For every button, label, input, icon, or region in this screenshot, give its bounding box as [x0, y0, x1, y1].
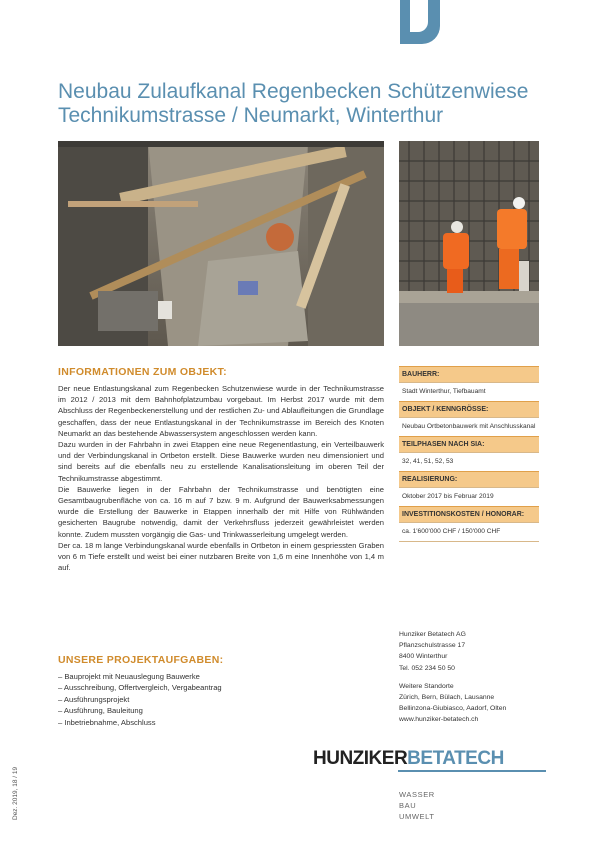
fact-label-object: OBJEKT / KENNGRÖSSE:	[399, 401, 539, 417]
tasks-list	[58, 671, 384, 728]
fact-value-object: Neubau Ortbetonbauwerk mit Anschlusskanal	[399, 417, 539, 436]
tagline-construction: BAU	[399, 801, 417, 810]
list-item: – Bauprojekt mit Neuauslegung Bauwerke	[58, 672, 200, 681]
fact-label-client: BAUHERR:	[399, 366, 539, 382]
tagline-water: WASSER	[399, 790, 435, 799]
facts-table	[399, 366, 539, 542]
construction-pit-photo	[58, 141, 384, 346]
title-line-2: Technikumstrasse / Neumarkt, Winterthur	[58, 104, 444, 127]
page-title	[58, 80, 578, 128]
company-street: Pflanzschulstrasse 17	[399, 642, 466, 650]
list-item: – Ausschreibung, Offertvergleich, Vergabeantrag	[58, 683, 222, 693]
fact-label-phases: TEILPHASEN NACH SIA:	[399, 436, 539, 452]
company-city: 8400 Winterthur	[399, 653, 448, 661]
list-item: – Inbetriebnahme, Abschluss	[58, 717, 156, 727]
company-name: Hunziker Betatech AG	[399, 631, 466, 638]
info-body	[58, 383, 384, 573]
workers-photo	[399, 141, 539, 346]
fact-value-phases: 32, 41, 51, 52, 53	[399, 452, 539, 471]
other-locations-1: Zürich, Bern, Bülach, Lausanne	[399, 694, 495, 702]
website-link[interactable]: www.hunziker-betatech.ch	[399, 716, 479, 724]
brand-part-1: HUNZIKER	[313, 748, 408, 769]
fact-label-realisation: REALISIERUNG:	[399, 471, 539, 487]
logo-mark-cutout	[410, 0, 428, 32]
brand-tagline	[399, 789, 435, 822]
brand-underline	[398, 770, 546, 772]
list-item: – Ausführung, Bauleitung	[58, 706, 143, 716]
fact-value-realisation: Oktober 2017 bis Februar 2019	[399, 487, 539, 506]
info-heading: INFORMATIONEN ZUM OBJEKT:	[58, 366, 227, 378]
brand-logo	[313, 748, 504, 770]
fact-value-costs: ca. 1'600'000 CHF / 150'000 CHF	[399, 522, 539, 542]
list-item: – Ausführungsprojekt	[58, 694, 130, 704]
contact-block	[399, 629, 549, 726]
company-phone: Tel. 052 234 50 50	[399, 664, 455, 672]
tagline-environment: UMWELT	[399, 812, 435, 821]
info-paragraph: Der neue Entlastungskanal zum Regenbecken Schutzenwiese wurde in der Technikumstrasse im 2012 / 2013 mit dem Bahnhofplatzumbau vorgebaut. Im Herbst 2017 wurde mit dem Abschluss der Regenbeckenerstellung und der restlichen Zu- und Ablaufleitungen die Grundlage geschaffen, dass der neue Entlastungskanal in der Technikumstrasse im Bereich des Knoten Neumarkt an das bestehende Abwassersystem angeschlossen werden kann.	[58, 384, 384, 438]
fact-value-client: Stadt Winterthur, Tiefbauamt	[399, 382, 539, 401]
info-paragraph: Dazu wurden in der Fahrbahn in zwei Etappen eine neue Regenentlastung, ein Verteilbauwerk und der Verbindungskanal in Ortbeton erstellt. Diese Bauwerke wurden neu dimensioniert und sind bereits auf die ebenfalls neu zu erstellende Kanalisationsleitung im oberen Teil der Technikumstrasse abgestimmt.	[58, 440, 384, 483]
tasks-heading: UNSERE PROJEKTAUFGABEN:	[58, 654, 224, 666]
other-locations-heading: Weitere Standorte	[399, 682, 454, 690]
title-line-1: Neubau Zulaufkanal Regenbecken Schützenwiese	[58, 80, 529, 103]
info-paragraph: Die Bauwerke liegen in der Fahrbahn der Technikumstrasse und benötigten eine Gesamtbaugrubenfläche von ca. 16 m auf 7 bzw. 9 m. Aufgrund der Bauwerksabmessungen wurde die Erstellung der Bauwerke in Etappen innerhalb der mit Hilfe von Rühlwänden gesicherten Baugrube notwendig, damit der Verkehrsfluss jederzeit gewährleistet werden konnte. Zudem mussten vorgängig die Gas- und Trinkwasserleitung umgelegt werden.	[58, 484, 384, 539]
document-code: Dez. 2019, 18 / 19	[12, 766, 19, 820]
other-locations-2: Bellinzona-Giubiasco, Aadorf, Olten	[399, 705, 507, 713]
brand-part-2: BETATECH	[407, 748, 504, 769]
fact-label-costs: INVESTITIONSKOSTEN / HONORAR:	[399, 506, 539, 522]
info-paragraph: Der ca. 18 m lange Verbindungskanal wurde ebenfalls in Ortbeton in einem gespriessten Graben von 6 m Tiefe erstellt und weist bei einer nutzbaren Breite von 1,6 m eine Innenhöhe von 1,4 m auf.	[58, 540, 384, 573]
